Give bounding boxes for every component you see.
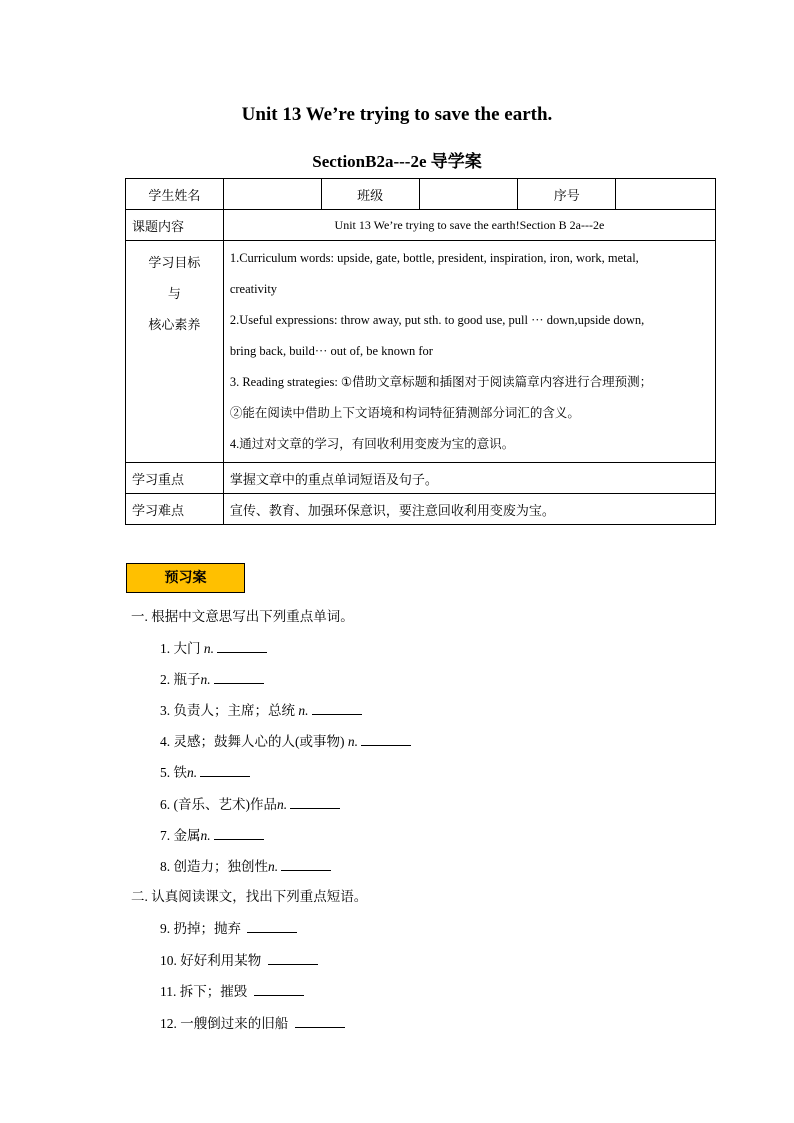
phrase-item <box>160 1012 345 1032</box>
word-item <box>160 637 267 657</box>
class-label: 班级 <box>321 179 419 210</box>
objectives-body <box>223 241 715 463</box>
answer-blank[interactable] <box>268 952 318 965</box>
word-item <box>160 730 411 750</box>
difficulties-value: 宣传、教育、加强环保意识，要注意回收利用变废为宝。 <box>223 494 715 525</box>
objective-line: bring back, build··· out of, be known for <box>229 344 433 358</box>
name-field[interactable] <box>223 179 321 210</box>
phrase-item-text: 10. 好好利用某物 <box>160 953 265 968</box>
objectives-label-line: 与 <box>167 286 181 301</box>
word-item-text: 2. 瓶子 <box>160 672 201 687</box>
phrase-item-text: 12. 一艘倒过来的旧船 <box>160 1016 292 1031</box>
answer-blank[interactable] <box>290 796 340 809</box>
objective-line: 2.Useful expressions: throw away, put sth. to good use, pull ··· down,upside down, <box>229 313 645 327</box>
objectives-label-line: 核心素养 <box>148 317 201 332</box>
part-of-speech: n. <box>187 765 198 780</box>
part-of-speech: n. <box>203 641 214 656</box>
word-item-text: 3. 负责人；主席；总统 <box>160 703 299 718</box>
answer-blank[interactable] <box>214 671 264 684</box>
difficulties-label: 学习难点 <box>126 494 224 525</box>
phrase-item <box>160 949 318 969</box>
objective-line: ②能在阅读中借助上下文语境和构词特征猜测部分词汇的含义。 <box>229 406 580 420</box>
word-item-text: 7. 金属 <box>160 828 201 843</box>
preview-badge: 预习案 <box>126 563 245 593</box>
objective-line: 4.通过对文章的学习，有回收利用变废为宝的意识。 <box>229 437 515 451</box>
word-item <box>160 824 264 844</box>
part-of-speech: n. <box>277 797 288 812</box>
word-item-text: 4. 灵感；鼓舞人心的人(或事物) <box>160 734 348 749</box>
word-item-text: 5. 铁 <box>160 765 187 780</box>
class-field[interactable] <box>419 179 518 210</box>
key-points-label: 学习重点 <box>126 463 224 494</box>
word-item-text: 1. 大门 <box>160 641 204 656</box>
section-1-heading: 一. 根据中文意思写出下列重点单词。 <box>131 609 354 624</box>
part-of-speech: n. <box>298 703 309 718</box>
part-of-speech: n. <box>200 672 211 687</box>
word-item <box>160 699 362 719</box>
part-of-speech: n. <box>200 828 211 843</box>
answer-blank[interactable] <box>214 827 264 840</box>
info-table <box>125 178 716 525</box>
answer-blank[interactable] <box>295 1015 345 1028</box>
phrase-item <box>160 980 304 1000</box>
name-label: 学生姓名 <box>126 179 224 210</box>
part-of-speech: n. <box>347 734 358 749</box>
objective-line: 3. Reading strategies: ①借助文章标题和插图对于阅读篇章内容进行合理预测； <box>229 375 653 389</box>
answer-blank[interactable] <box>361 733 411 746</box>
answer-blank[interactable] <box>217 640 267 653</box>
phrase-item-text: 9. 扔掉；抛弃 <box>160 921 245 936</box>
seq-field[interactable] <box>616 179 716 210</box>
word-item-text: 6. (音乐、艺术)作品 <box>160 797 277 812</box>
key-points-value: 掌握文章中的重点单词短语及句子。 <box>223 463 715 494</box>
answer-blank[interactable] <box>254 983 304 996</box>
topic-value: Unit 13 We’re trying to save the earth!Section B 2a---2e <box>223 210 715 241</box>
word-item <box>160 855 331 875</box>
answer-blank[interactable] <box>312 702 362 715</box>
phrase-item-text: 11. 拆下；摧毁 <box>160 984 251 999</box>
objective-line: 1.Curriculum words: upside, gate, bottle, president, inspiration, iron, work, metal, <box>229 251 639 265</box>
answer-blank[interactable] <box>247 920 297 933</box>
topic-label: 课题内容 <box>126 210 224 241</box>
answer-blank[interactable] <box>200 764 250 777</box>
objectives-label <box>126 241 224 463</box>
objectives-label-line: 学习目标 <box>148 255 201 270</box>
word-item <box>160 793 340 813</box>
section-2-heading: 二. 认真阅读课文，找出下列重点短语。 <box>131 889 368 904</box>
seq-label: 序号 <box>518 179 616 210</box>
part-of-speech: n. <box>268 859 279 874</box>
phrase-item <box>160 917 297 937</box>
objective-line: creativity <box>229 282 278 296</box>
word-item <box>160 668 264 688</box>
page-subtitle: SectionB2a---2e 导学案 <box>312 152 482 171</box>
answer-blank[interactable] <box>281 858 331 871</box>
word-item <box>160 761 250 781</box>
word-item-text: 8. 创造力；独创性 <box>160 859 268 874</box>
page-title: Unit 13 We’re trying to save the earth. <box>241 104 553 125</box>
